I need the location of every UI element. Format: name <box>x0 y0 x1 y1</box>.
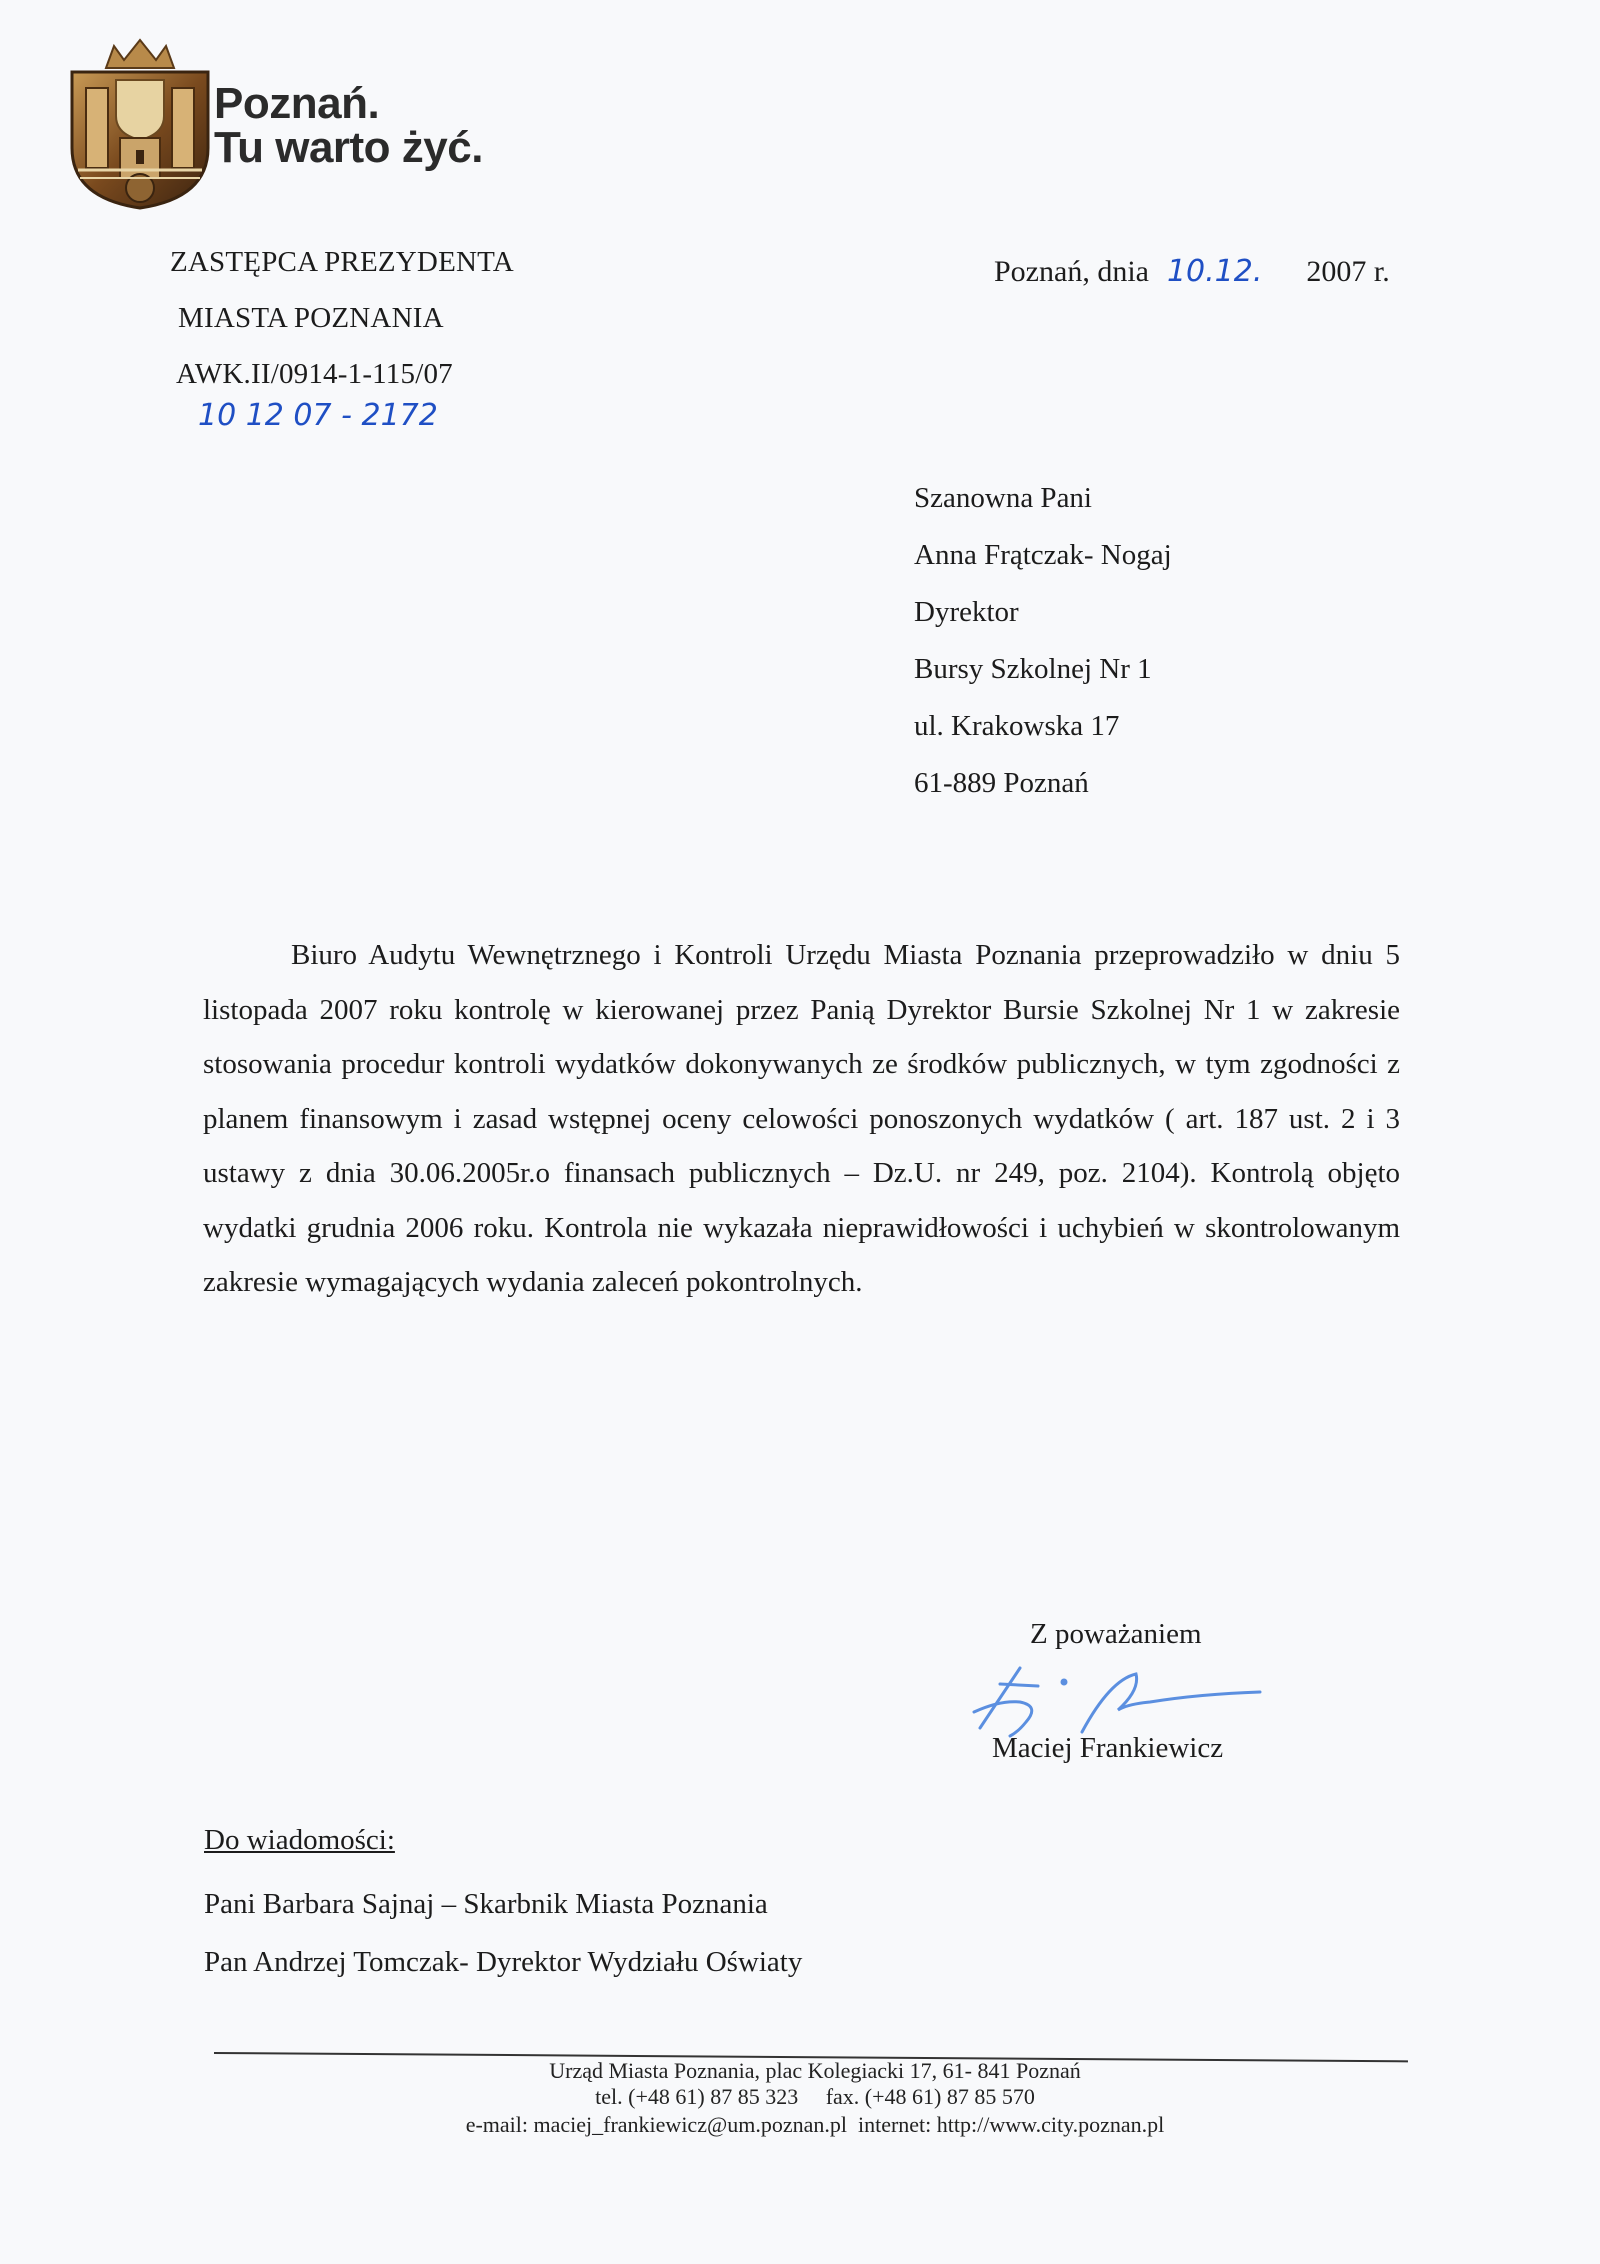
handwritten-date: 10.12. <box>1166 254 1263 289</box>
cc-recipient: Pan Andrzej Tomczak- Dyrektor Wydziału Oświaty <box>204 1946 803 1978</box>
body-paragraph: Biuro Audytu Wewnętrznego i Kontroli Urzędu Miasta Poznania przeprowadziło w dniu 5 listopada 2007 roku kontrolę w kierowanej przez Panią Dyrektor Bursie Szkolnej Nr 1 w zakresie stosowania procedur kontroli wydatków dokonywanych ze środków publicznych, w tym zgodności z planem finansowym i zasad wstępnej oceny celowości ponoszonych wydatków ( art. 187 ust. 2 i 3 ustawy z dnia 30.06.2005r.o finansach publicznych – Dz.U. nr 249, poz. 2104). Kontrolą objęto wydatki grudnia 2006 roku. Kontrola nie wykazała nieprawidłowości i uchybień w skontrolowanym zakresie wymagających wydania zaleceń pokontrolnych. <box>203 939 1400 1298</box>
logo-line-1: Poznań. <box>214 79 380 128</box>
cc-title: Do wiadomości: <box>204 1824 395 1856</box>
footer-contact: e-mail: maciej_frankiewicz@um.poznan.pl internet: http://www.city.poznan.pl <box>465 2112 1165 2137</box>
date-line <box>994 254 1390 289</box>
city-slogan-logo <box>214 79 483 172</box>
closing-phrase: Z poważaniem <box>1030 1618 1202 1650</box>
footer-phones: tel. (+48 61) 87 85 323 fax. (+48 61) 87 85 570 <box>595 2084 1035 2109</box>
logo-line-2: Tu warto żyć. <box>214 123 483 172</box>
recipient-name: Anna Frątczak- Nogaj <box>914 539 1172 571</box>
recipient-institution: Bursy Szkolnej Nr 1 <box>914 653 1152 685</box>
signer-name: Maciej Frankiewicz <box>992 1732 1224 1764</box>
reference-number: AWK.II/0914-1-115/07 <box>176 358 453 390</box>
footer-address: Urząd Miasta Poznania, plac Kolegiacki 17, 61- 841 Poznań <box>549 2058 1081 2083</box>
city-crest-icon <box>66 38 214 210</box>
recipient-city: 61-889 Poznań <box>914 767 1089 799</box>
recipient-street: ul. Krakowska 17 <box>914 710 1120 742</box>
letter-body <box>203 928 1400 1310</box>
sender-title-line-1: ZASTĘPCA PREZYDENTA <box>170 246 514 278</box>
sender-title-line-2: MIASTA POZNANIA <box>178 302 444 334</box>
handwritten-reference: 10 12 07 - 2172 <box>198 398 438 433</box>
date-year: 2007 r. <box>1306 255 1390 288</box>
handwritten-signature <box>960 1660 1280 1740</box>
recipient-position: Dyrektor <box>914 596 1019 628</box>
cc-recipient: Pani Barbara Sajnaj – Skarbnik Miasta Poznania <box>204 1888 768 1920</box>
recipient-salutation: Szanowna Pani <box>914 482 1092 514</box>
date-place-prefix: Poznań, dnia <box>994 255 1149 288</box>
